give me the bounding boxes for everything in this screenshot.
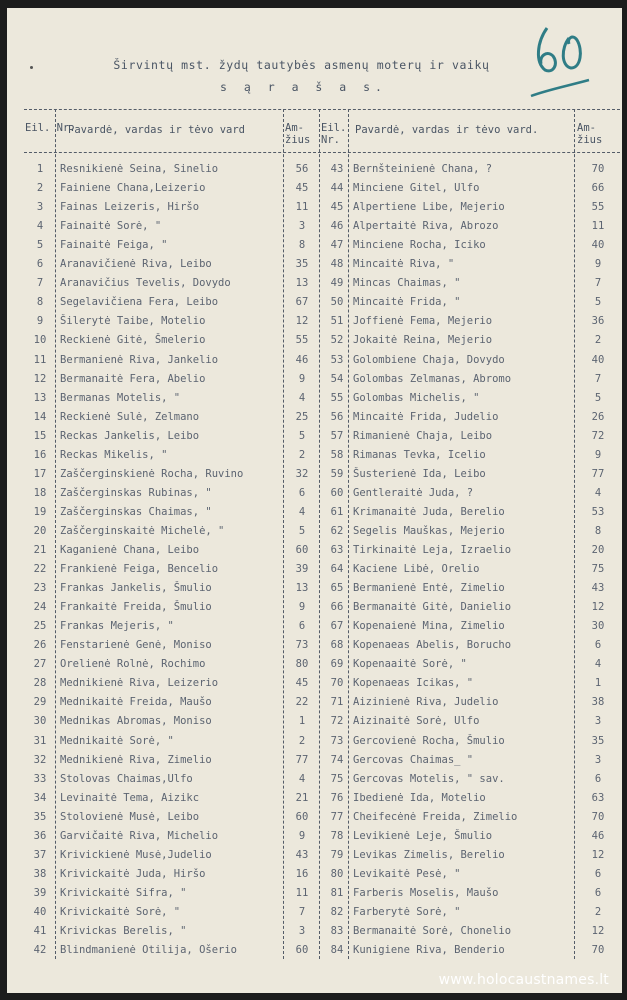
cell-right-no: 51: [330, 315, 344, 328]
cell-left-age: 60: [295, 544, 309, 556]
cell-right-age: 7: [594, 277, 602, 290]
document-title: Širvintų mst. žydų tautybės asmenų moterų ir vaikų: [113, 58, 490, 72]
cell-right-age: 5: [594, 296, 602, 309]
cell-right-name: Aizinienė Riva, Judelio: [353, 696, 499, 709]
cell-left-name: Šilerytė Taibe, Motelio: [60, 315, 206, 328]
cell-right-name: Gercovas Motelis, " sav.: [353, 772, 505, 785]
cell-right-no: 61: [330, 505, 344, 518]
cell-left-name: Frankas Mejeris, ": [60, 620, 174, 633]
cell-right-no: 46: [330, 220, 344, 233]
cell-right-age: 30: [591, 620, 605, 633]
cell-left-name: Fainas Leizeris, Hiršo: [60, 201, 200, 214]
cell-left-name: Segelavičiena Fera, Leibo: [60, 296, 219, 309]
cell-left-no: 34: [33, 791, 47, 804]
cell-left-no: 2: [36, 182, 44, 195]
cell-right-name: Mincaitė Frida, ": [353, 296, 461, 309]
cell-left-name: Reckienė Gitė, Šmelerio: [60, 334, 206, 347]
cell-right-name: Bernšteinienė Chana, ?: [353, 163, 493, 175]
cell-left-age: 60: [295, 810, 309, 823]
cell-right-name: Alpertiene Libe, Mejerio: [353, 201, 505, 214]
cell-right-no: 55: [330, 391, 344, 404]
cell-right-age: 70: [591, 944, 605, 957]
cell-left-no: 24: [33, 601, 47, 614]
cell-left-age: 80: [295, 658, 309, 671]
cell-left-name: Zaščerginskas Rubinas, ": [60, 486, 212, 499]
cell-right-no: 79: [330, 848, 344, 861]
cell-left-no: 38: [33, 867, 47, 880]
cell-right-age: 6: [594, 772, 602, 785]
cell-right-name: Kunigiene Riva, Benderio: [353, 944, 505, 957]
cell-right-no: 56: [330, 410, 344, 423]
cell-right-age: 4: [594, 658, 602, 671]
cell-left-name: Reckas Jankelis, Leibo: [60, 429, 200, 442]
cell-left-age: 56: [295, 163, 309, 175]
cell-left-no: 19: [33, 505, 47, 518]
watermark: www.holocaustnames.lt: [438, 972, 609, 988]
cell-right-name: Minciene Rocha, Iciko: [353, 239, 486, 252]
cell-right-age: 6: [594, 639, 602, 652]
cell-left-age: 77: [295, 753, 309, 766]
cell-right-age: 75: [591, 563, 605, 576]
cell-left-no: 14: [33, 410, 47, 423]
cell-left-no: 32: [33, 753, 47, 766]
cell-left-no: 3: [36, 201, 44, 214]
cell-right-no: 82: [330, 905, 344, 918]
cell-left-age: 3: [298, 220, 306, 233]
cell-left-name: Reckienė Sulė, Zelmano: [60, 410, 200, 423]
cell-left-name: Fainaitė Feiga, ": [60, 239, 168, 252]
cell-left-no: 11: [33, 353, 47, 366]
cell-left-age: 6: [298, 620, 306, 633]
cell-right-age: 40: [591, 239, 605, 252]
cell-left-name: Aranavičius Tevelis, Dovydo: [60, 277, 231, 290]
cell-left-name: Stolovas Chaimas,Ulfo: [60, 772, 193, 785]
cell-left-age: 25: [295, 410, 309, 423]
cell-right-name: Šusterienė Ida, Leibo: [353, 467, 486, 480]
cell-left-no: 41: [33, 925, 47, 937]
cell-right-age: 40: [591, 353, 605, 366]
cell-right-age: 1: [594, 677, 602, 690]
cell-left-name: Bermanas Motelis, ": [60, 391, 181, 404]
header-left-no: Eil. Nr.: [25, 122, 76, 134]
cell-right-name: Krimanaitė Juda, Berelio: [353, 505, 505, 518]
cell-left-no: 27: [33, 658, 47, 671]
cell-right-age: 6: [594, 867, 602, 880]
cell-left-age: 5: [298, 429, 306, 442]
cell-left-age: 16: [295, 867, 309, 880]
cell-left-age: 32: [295, 467, 309, 480]
cell-left-age: 45: [295, 677, 309, 690]
cell-left-name: Mednikienė Riva, Leizerio: [60, 677, 219, 690]
cell-left-no: 20: [33, 524, 47, 537]
cell-right-age: 26: [591, 410, 605, 423]
cell-right-age: 53: [591, 505, 605, 518]
cell-left-age: 3: [298, 925, 306, 937]
cell-left-name: Garvičaitė Riva, Michelio: [60, 829, 219, 842]
cell-right-name: Kopenaienė Mina, Zimelio: [353, 620, 505, 633]
cell-left-name: Stolovienė Musė, Leibo: [60, 810, 200, 823]
cell-right-name: Mincaitė Riva, ": [353, 258, 455, 271]
cell-right-no: 81: [330, 886, 344, 899]
cell-right-name: Levikienė Leje, Šmulio: [353, 829, 493, 842]
cell-left-name: Aranavičienė Riva, Leibo: [60, 258, 212, 271]
cell-right-no: 58: [330, 448, 344, 461]
cell-right-name: Gercovas Chaimas_ ": [353, 753, 474, 766]
cell-right-age: 2: [594, 334, 602, 347]
cell-left-name: Mednikaitė Sorė, ": [60, 734, 174, 747]
cell-left-age: 9: [298, 372, 306, 385]
cell-right-name: Bermanaitė Gitė, Danielio: [353, 601, 512, 614]
cell-left-no: 1: [36, 163, 44, 175]
cell-left-age: 9: [298, 601, 306, 614]
cell-right-age: 6: [594, 886, 602, 899]
cell-left-age: 12: [295, 315, 309, 328]
cell-left-no: 26: [33, 639, 47, 652]
cell-right-age: 35: [591, 734, 605, 747]
cell-right-age: 72: [591, 429, 605, 442]
cell-left-no: 25: [33, 620, 47, 633]
cell-right-age: 46: [591, 829, 605, 842]
cell-right-name: Rimanas Tevka, Icelio: [353, 448, 486, 461]
cell-left-no: 18: [33, 486, 47, 499]
cell-left-name: Frankaitė Freida, Šmulio: [60, 601, 212, 614]
cell-left-age: 7: [298, 905, 306, 918]
cell-right-name: Farberis Moselis, Maušo: [353, 886, 499, 899]
cell-right-age: 3: [594, 753, 602, 766]
cell-left-no: 31: [33, 734, 47, 747]
cell-left-age: 9: [298, 829, 306, 842]
cell-left-name: Krivickienė Musė,Judelio: [60, 848, 212, 861]
cell-left-name: Krivickaitė Sorė, ": [60, 905, 181, 918]
cell-right-name: Levikaitė Pesė, ": [353, 867, 461, 880]
cell-right-age: 38: [591, 696, 605, 709]
cell-left-age: 67: [295, 296, 309, 309]
cell-right-name: Golombiene Chaja, Dovydo: [353, 353, 505, 366]
cell-right-no: 76: [330, 791, 344, 804]
cell-right-no: 67: [330, 620, 344, 633]
cell-left-name: Blindmanienė Otilija, Ošerio: [60, 944, 238, 957]
cell-left-name: Mednikienė Riva, Zimelio: [60, 753, 212, 766]
cell-right-name: Gercovienė Rocha, Šmulio: [353, 734, 505, 747]
cell-left-no: 30: [33, 715, 47, 728]
cell-left-no: 17: [33, 467, 47, 480]
cell-right-no: 66: [330, 601, 344, 614]
cell-left-name: Levinaitė Tema, Aizikc: [60, 791, 200, 804]
cell-left-age: 4: [298, 391, 306, 404]
cell-right-no: 47: [330, 239, 344, 252]
cell-left-name: Krivickas Berelis, ": [60, 925, 187, 937]
cell-right-no: 84: [330, 944, 344, 957]
cell-right-no: 49: [330, 277, 344, 290]
cell-right-no: 63: [330, 544, 344, 556]
cell-left-no: 16: [33, 448, 47, 461]
cell-left-no: 42: [33, 944, 47, 957]
cell-right-name: Kaciene Libė, Orelio: [353, 563, 480, 576]
cell-right-age: 5: [594, 391, 602, 404]
cell-left-no: 23: [33, 582, 47, 595]
cell-left-no: 6: [36, 258, 44, 271]
cell-left-no: 35: [33, 810, 47, 823]
cell-right-age: 9: [594, 258, 602, 271]
cell-left-name: Zaščerginskaitė Michelė, ": [60, 524, 225, 537]
cell-left-name: Mednikaitė Freida, Maušo: [60, 696, 212, 709]
cell-left-name: Zaščerginskas Chaimas, ": [60, 505, 212, 518]
cell-right-no: 64: [330, 563, 344, 576]
cell-right-no: 52: [330, 334, 344, 347]
cell-left-age: 46: [295, 353, 309, 366]
cell-right-no: 78: [330, 829, 344, 842]
cell-left-name: Fainaitė Sorė, ": [60, 220, 162, 233]
cell-left-age: 60: [295, 944, 309, 957]
cell-right-name: Minciene Gitel, Ulfo: [353, 182, 480, 195]
cell-left-no: 4: [36, 220, 44, 233]
cell-right-name: Rimanienė Chaja, Leibo: [353, 429, 493, 442]
cell-right-no: 50: [330, 296, 344, 309]
cell-right-name: Tirkinaitė Leja, Izraelio: [353, 544, 512, 556]
cell-left-age: 43: [295, 848, 309, 861]
cell-left-age: 73: [295, 639, 309, 652]
cell-right-age: 70: [591, 810, 605, 823]
document-subtitle: s ą r a š a s.: [220, 80, 387, 94]
cell-left-name: Fainiene Chana,Leizerio: [60, 182, 206, 195]
cell-right-age: 77: [591, 467, 605, 480]
cell-left-age: 13: [295, 277, 309, 290]
cell-right-no: 45: [330, 201, 344, 214]
cell-right-name: Cheifecėnė Freida, Zimelio: [353, 810, 518, 823]
cell-left-age: 22: [295, 696, 309, 709]
cell-right-name: Jokaitė Reina, Mejerio: [353, 334, 493, 347]
cell-right-no: 57: [330, 429, 344, 442]
cell-right-no: 60: [330, 486, 344, 499]
cell-left-age: 11: [295, 886, 309, 899]
header-right-age: Am- žius: [577, 122, 603, 146]
cell-right-name: Levikas Zimelis, Berelio: [353, 848, 505, 861]
cell-right-name: Gentleraitė Juda, ?: [353, 486, 474, 499]
cell-left-age: 5: [298, 524, 306, 537]
cell-right-no: 59: [330, 467, 344, 480]
cell-right-no: 71: [330, 696, 344, 709]
cell-right-no: 48: [330, 258, 344, 271]
cell-left-age: 35: [295, 258, 309, 271]
cell-right-name: Kopenaeas Icikas, ": [353, 677, 474, 690]
cell-right-age: 63: [591, 791, 605, 804]
cell-left-age: 21: [295, 791, 309, 804]
cell-right-name: Kopenaeas Abelis, Borucho: [353, 639, 512, 652]
cell-right-name: Golombas Zelmanas, Abromo: [353, 372, 512, 385]
cell-right-no: 83: [330, 925, 344, 937]
cell-right-name: Kopenaaitė Sorė, ": [353, 658, 467, 671]
cell-right-no: 80: [330, 867, 344, 880]
cell-right-name: Joffienė Fema, Mejerio: [353, 315, 493, 328]
cell-right-no: 69: [330, 658, 344, 671]
cell-right-age: 12: [591, 848, 605, 861]
cell-right-age: 66: [591, 182, 605, 195]
cell-left-name: Frankas Jankelis, Šmulio: [60, 582, 212, 595]
cell-right-name: Alpertaitė Riva, Abrozo: [353, 220, 499, 233]
cell-left-no: 39: [33, 886, 47, 899]
cell-right-no: 44: [330, 182, 344, 195]
cell-right-age: 12: [591, 925, 605, 937]
cell-left-no: 40: [33, 905, 47, 918]
cell-right-name: Golombas Michelis, ": [353, 391, 480, 404]
cell-left-name: Kaganienė Chana, Leibo: [60, 544, 200, 556]
cell-left-age: 8: [298, 239, 306, 252]
cell-right-age: 8: [594, 524, 602, 537]
cell-right-no: 75: [330, 772, 344, 785]
cell-left-age: 55: [295, 334, 309, 347]
cell-right-no: 65: [330, 582, 344, 595]
cell-right-age: 12: [591, 601, 605, 614]
cell-left-name: Krivickaitė Sifra, ": [60, 886, 187, 899]
cell-left-no: 13: [33, 391, 47, 404]
cell-left-age: 45: [295, 182, 309, 195]
cell-left-no: 29: [33, 696, 47, 709]
cell-left-no: 12: [33, 372, 47, 385]
cell-left-age: 4: [298, 772, 306, 785]
cell-right-name: Mincas Chaimas, ": [353, 277, 461, 290]
cell-right-no: 53: [330, 353, 344, 366]
header-left-name: Pavardė, vardas ir tėvo vard: [68, 124, 246, 136]
cell-left-name: Reckas Mikelis, ": [60, 448, 168, 461]
cell-left-age: 11: [295, 201, 309, 214]
header-right-name: Pavardė, vardas ir tėvo vard.: [355, 124, 539, 136]
cell-left-no: 33: [33, 772, 47, 785]
cell-left-age: 39: [295, 563, 309, 576]
cell-left-name: Frankienė Feiga, Bencelio: [60, 563, 219, 576]
cell-right-no: 62: [330, 524, 344, 537]
cell-left-age: 13: [295, 582, 309, 595]
cell-left-age: 2: [298, 734, 306, 747]
cell-right-age: 7: [594, 372, 602, 385]
cell-right-age: 55: [591, 201, 605, 214]
cell-right-age: 3: [594, 715, 602, 728]
cell-right-age: 43: [591, 582, 605, 595]
table-row: [0, 944, 627, 966]
cell-left-no: 22: [33, 563, 47, 576]
cell-right-no: 77: [330, 810, 344, 823]
cell-left-no: 36: [33, 829, 47, 842]
cell-right-name: Farberytė Sorė, ": [353, 905, 461, 918]
table-top-line: [24, 109, 620, 110]
cell-left-no: 7: [36, 277, 44, 290]
cell-right-age: 20: [591, 544, 605, 556]
cell-left-no: 8: [36, 296, 44, 309]
cell-right-name: Bermanaitė Sorė, Chonelio: [353, 925, 512, 937]
cell-right-name: Segelis Mauškas, Mejerio: [353, 524, 505, 537]
cell-right-no: 43: [330, 163, 344, 175]
cell-right-no: 73: [330, 734, 344, 747]
cell-right-no: 54: [330, 372, 344, 385]
header-bottom-line: [24, 152, 620, 153]
cell-right-name: Ibedienė Ida, Motelio: [353, 791, 486, 804]
cell-right-age: 4: [594, 486, 602, 499]
cell-right-age: 9: [594, 448, 602, 461]
cell-left-no: 10: [33, 334, 47, 347]
cell-left-no: 5: [36, 239, 44, 252]
header-left-age: Am- žius: [285, 122, 311, 146]
cell-left-name: Fenstarienė Genė, Moniso: [60, 639, 212, 652]
cell-left-age: 2: [298, 448, 306, 461]
cell-left-age: 6: [298, 486, 306, 499]
header-right-no: Eil. Nr.: [321, 122, 347, 146]
cell-left-name: Krivickaitė Juda, Hiršo: [60, 867, 206, 880]
cell-right-no: 74: [330, 753, 344, 766]
cell-left-age: 1: [298, 715, 306, 728]
cell-left-name: Bermanaitė Fera, Abelio: [60, 372, 206, 385]
cell-left-name: Zaščerginskienė Rocha, Ruvino: [60, 467, 244, 480]
cell-right-name: Aizinaitė Sorė, Ulfo: [353, 715, 480, 728]
cell-right-no: 70: [330, 677, 344, 690]
cell-right-age: 36: [591, 315, 605, 328]
cell-right-age: 11: [591, 220, 605, 233]
cell-right-name: Mincaitė Frida, Judelio: [353, 410, 499, 423]
cell-left-name: Bermanienė Riva, Jankelio: [60, 353, 219, 366]
cell-left-name: Resnikienė Seina, Sinelio: [60, 163, 219, 175]
cell-left-name: Orelienė Rolnė, Rochimo: [60, 658, 206, 671]
cell-left-name: Mednikas Abromas, Moniso: [60, 715, 212, 728]
cell-left-no: 28: [33, 677, 47, 690]
cell-left-no: 15: [33, 429, 47, 442]
cell-left-no: 37: [33, 848, 47, 861]
cell-left-no: 9: [36, 315, 44, 328]
cell-right-no: 68: [330, 639, 344, 652]
cell-right-age: 2: [594, 905, 602, 918]
cell-right-no: 72: [330, 715, 344, 728]
cell-right-name: Bermanienė Entė, Zimelio: [353, 582, 505, 595]
cell-left-age: 4: [298, 505, 306, 518]
cell-left-no: 21: [33, 544, 47, 556]
cell-right-age: 70: [591, 163, 605, 175]
